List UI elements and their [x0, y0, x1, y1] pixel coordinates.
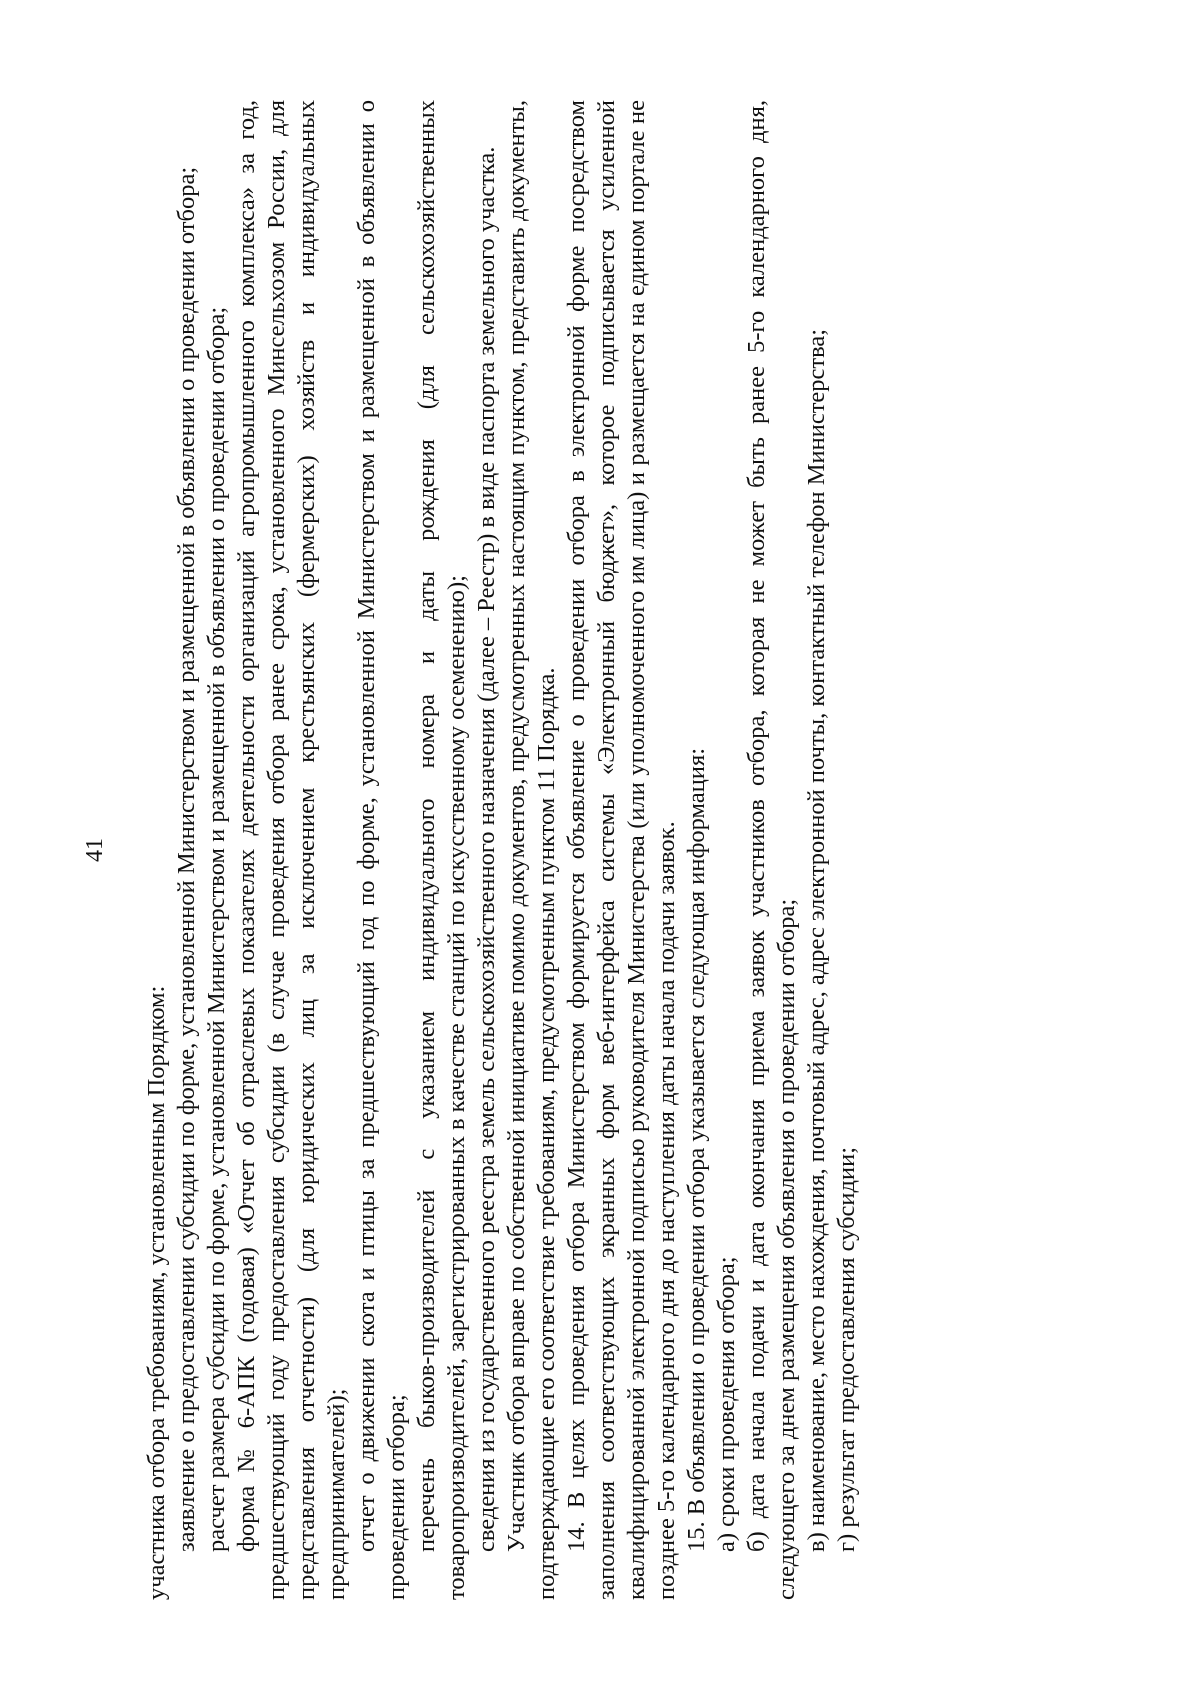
rotated-content — [80, 100, 1120, 1600]
paragraph-item-15: 15. В объявлении о проведении отбора указывается следующая информация: — [683, 747, 710, 1552]
paragraph-livestock-report: отчет о движении скота и птицы за предшествующий год по форме, установленной Министерством и размещенной в объявлении о проведении отбора; — [353, 100, 410, 1600]
paragraph-item-15-g: г) результат предоставления субсидии; — [833, 1146, 860, 1552]
paragraph-form-6-apk: форма № 6-АПК (годовая) «Отчет об отраслевых показателях деятельности организаций агропромышленного комплекса» за год, предшествующий году предоставления субсидии (в случае проведения отбора ранее срока, установленного Минсельхозом России, для представления отчетности) (для юридических лиц за исключением крестьянских (фермерских) хозяйств и индивидуальных предпринимателей); — [233, 100, 350, 1600]
paragraph-application-statement: заявление о предоставлении субсидии по форме, установленной Министерством и размещенной в объявлении о проведении отбора; — [173, 166, 200, 1552]
paragraph-item-15-a: а) сроки проведения отбора; — [713, 1256, 740, 1552]
paragraph-subsidy-calculation: расчет размера субсидии по форме, установленной Министерством и размещенной в объявлении о проведении отбора; — [203, 306, 230, 1552]
paragraph-registry-info: сведения из государственного реестра земель сельскохозяйственного назначения (далее – Реестр) в виде паспорта земельного участка. — [473, 146, 500, 1552]
paragraph-item-14: 14. В целях проведения отбора Министерством формируется объявление о проведении отбора в электронной форме посредством заполнения соответствующих экранных форм веб-интерфейса системы «Электронный бюджет», которое подписывается усиленной квалифицированной электронной подписью руководителя Министерства (или уполномоченного им лица) и размещается на едином портале не позднее 5-го календарного дня до наступления даты начала подачи заявок. — [563, 100, 680, 1600]
body-text — [142, 100, 862, 1600]
paragraph-item-15-v: в) наименование, место нахождения, почтовый адрес, адрес электронной почты, контактный телефон Министерства; — [803, 328, 830, 1552]
paragraph-bull-list: перечень быков-производителей с указанием индивидуального номера и даты рождения (для сельскохозяйственных товаропроизводителей, зарегистрированных в качестве станций по искусственному осеменению); — [413, 100, 470, 1600]
paragraph-item-15-b: б) дата начала подачи и дата окончания приема заявок участников отбора, которая не может быть ранее 5-го календарного дня, следующего за днем размещения объявления о проведении отбора; — [743, 100, 800, 1600]
paragraph-own-initiative: Участник отбора вправе по собственной инициативе помимо документов, предусмотренных настоящим пунктом, представить документы, подтверждающие его соответствие требованиям, предусмотренным пунктом 11 Порядка. — [503, 100, 560, 1600]
paragraph-continuation: участника отбора требованиям, установленным Порядком: — [143, 985, 170, 1600]
page-number: 41 — [82, 838, 108, 862]
